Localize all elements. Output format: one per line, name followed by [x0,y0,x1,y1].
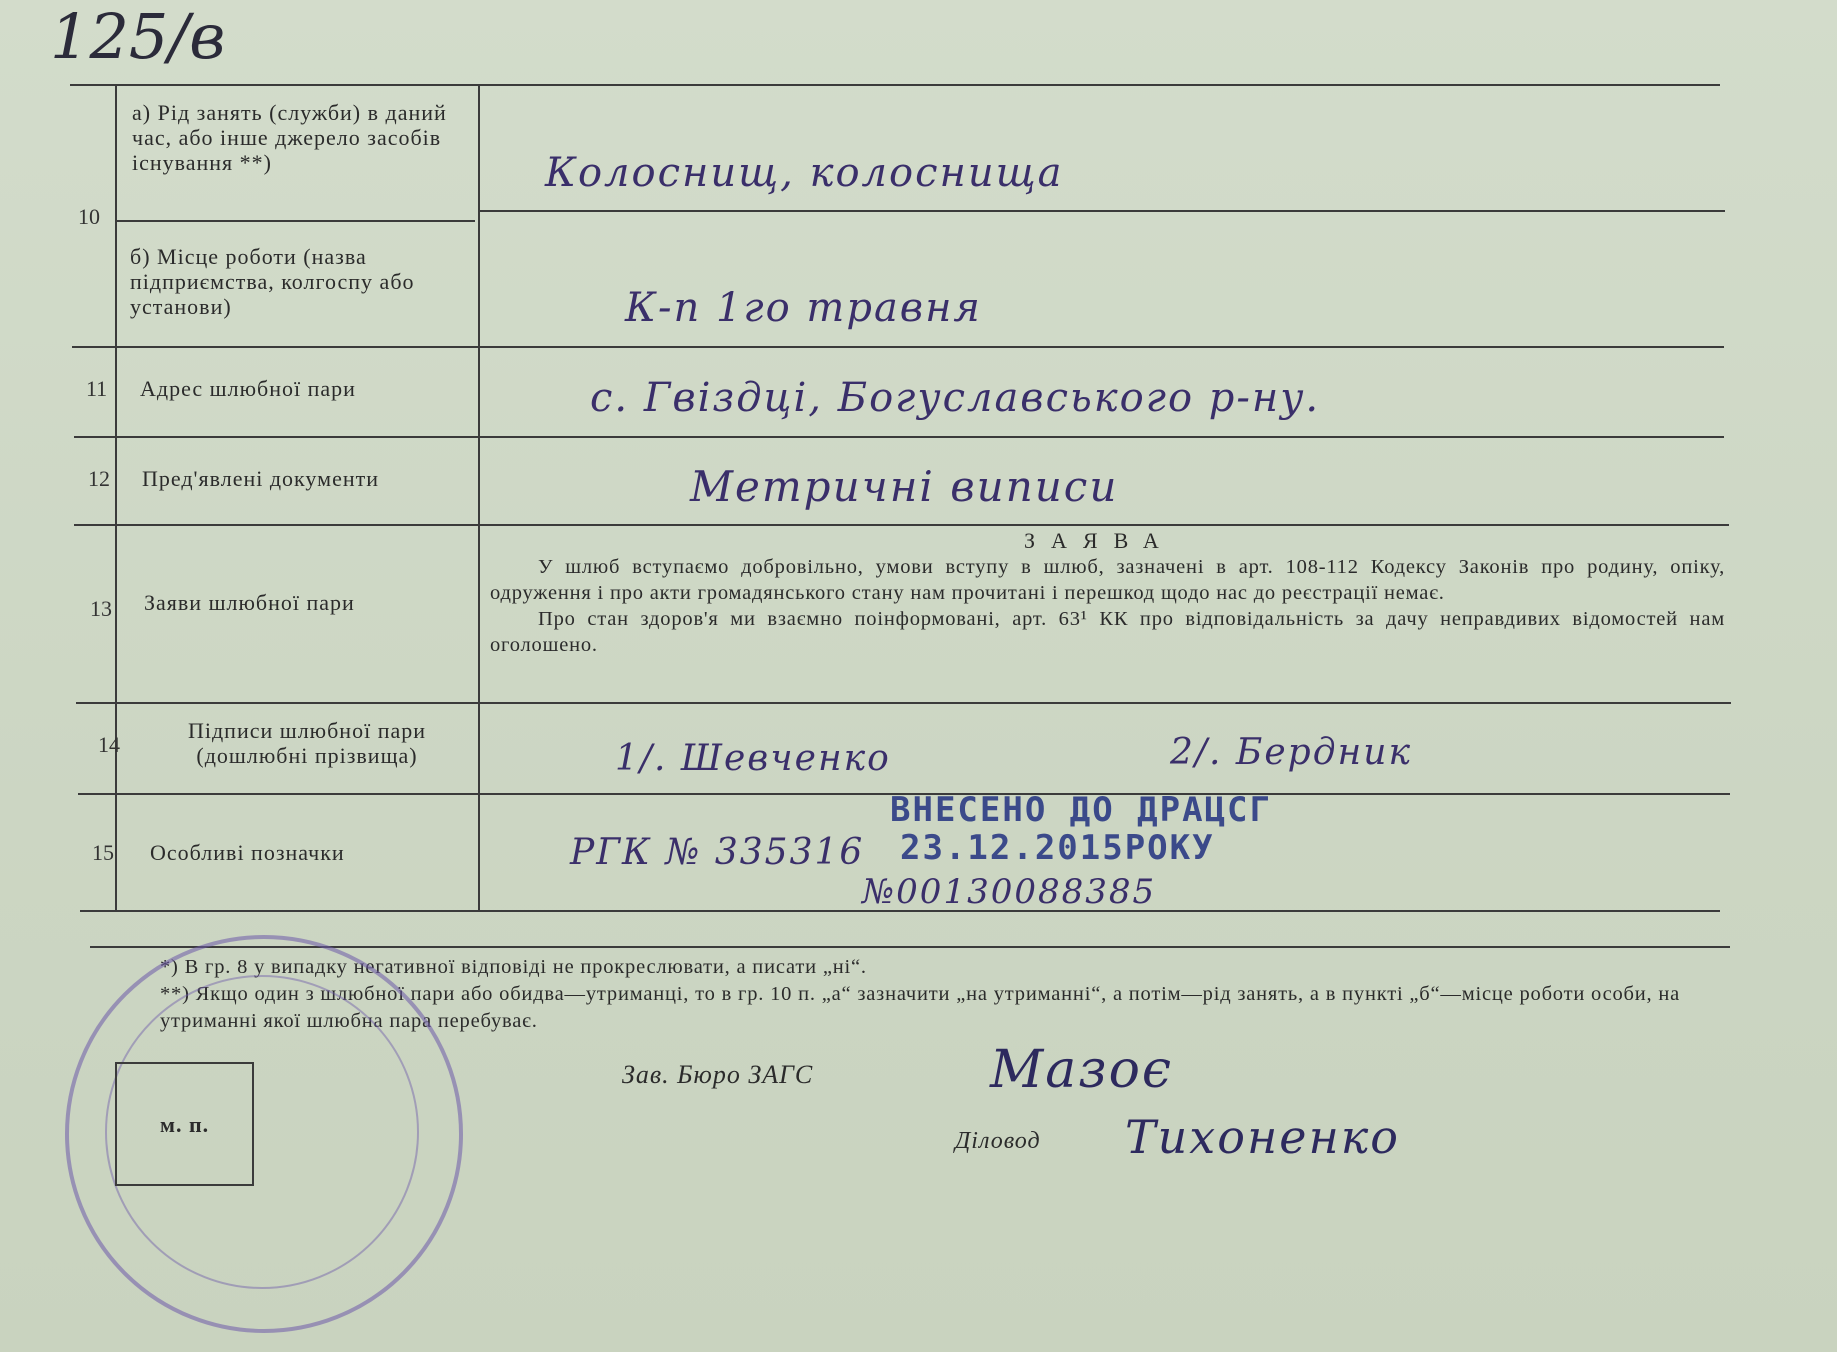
row11-value: с. Гвіздці, Богуславського р-ну. [590,375,1321,421]
row11-bottom [74,436,1724,438]
row-number-13: 13 [90,596,112,621]
zayava-paragraph-1: У шлюб вступаємо добровільно, умови вступу в шлюб, зазначені в арт. 108-112 Кодексу Законів про родину, опіку, одруження і про акти громадянського стану нам прочитані і перешкод щодо нас до реєстрації немає. [490,556,1725,604]
row-number-12: 12 [88,466,110,491]
head-signature: Мазоє [990,1040,1174,1100]
row14-label: Підписи шлюбної пари (дошлюбні прізвища) [187,718,427,768]
signature-2: 2/. Бердник [1170,732,1412,773]
zayava-paragraph-2: Про стан здоров'я ми взаємно поінформовані, арт. 63¹ КК про відповідальність за дачу неправдивих відомостей нам оголошено. [490,608,1725,656]
row-number-11: 11 [86,376,108,401]
row15-label: Особливі позначки [150,840,345,865]
page-number: 125/в [50,0,226,73]
signature-1: 1/. Шевченко [615,738,891,779]
col-num-label-divider [115,84,117,910]
row-number-15: 15 [92,840,114,865]
row10a-value: Колоснищ, колоснища [545,150,1064,196]
footnote-2: **) Якщо один з шлюбної пари або обидва—утриманці, то в гр. 10 п. „а“ зазначити „на утриманні“, а потім—рід занять, а в пункті „б“—місце роботи особи, на утриманні якої шлюбна пара перебуває. [160,983,1681,1032]
col-label-value-divider [478,84,480,910]
row10a-inner-divider [115,220,475,222]
row10a-divider [480,210,1725,212]
registration-stamp-line2: 23.12.2015РОКУ [900,828,1215,868]
zayava-text [490,554,1725,658]
row13-bottom [76,702,1731,704]
table-top-line [70,84,1720,86]
footnote-1: *) В гр. 8 у випадку негативної відповіді не прокреслювати, а писати „ні“. [160,956,867,978]
zayava-title: ЗАЯВА [1024,528,1175,553]
row-number-14: 14 [98,732,120,757]
row12-bottom [74,524,1729,526]
row10b-value: К-п 1го травня [625,285,982,331]
row10-bottom [72,346,1724,348]
clerk-signature: Тихоненко [1125,1110,1400,1164]
row10a-label: а) Рід занять (служби) в даний час, або інше джерело засобів існування **) [132,100,447,175]
registration-stamp-line1: ВНЕСЕНО ДО ДРАЦСГ [890,790,1272,830]
head-label: Зав. Бюро ЗАГС [622,1060,814,1089]
row12-value: Метричні виписи [690,462,1119,511]
row12-label: Пред'явлені документи [142,466,379,491]
row10b-label: б) Місце роботи (назва підприємства, колгоспу або установи) [130,244,415,319]
row15-note-2: №00130088385 [862,872,1157,912]
row15-note: РГК № 335316 [570,832,865,873]
clerk-label: Діловод [955,1128,1041,1154]
row-number-10: 10 [78,204,100,229]
mp-label: м. п. [160,1112,210,1137]
row11-label: Адрес шлюбної пари [140,376,356,401]
row13-label: Заяви шлюбної пари [144,590,355,615]
